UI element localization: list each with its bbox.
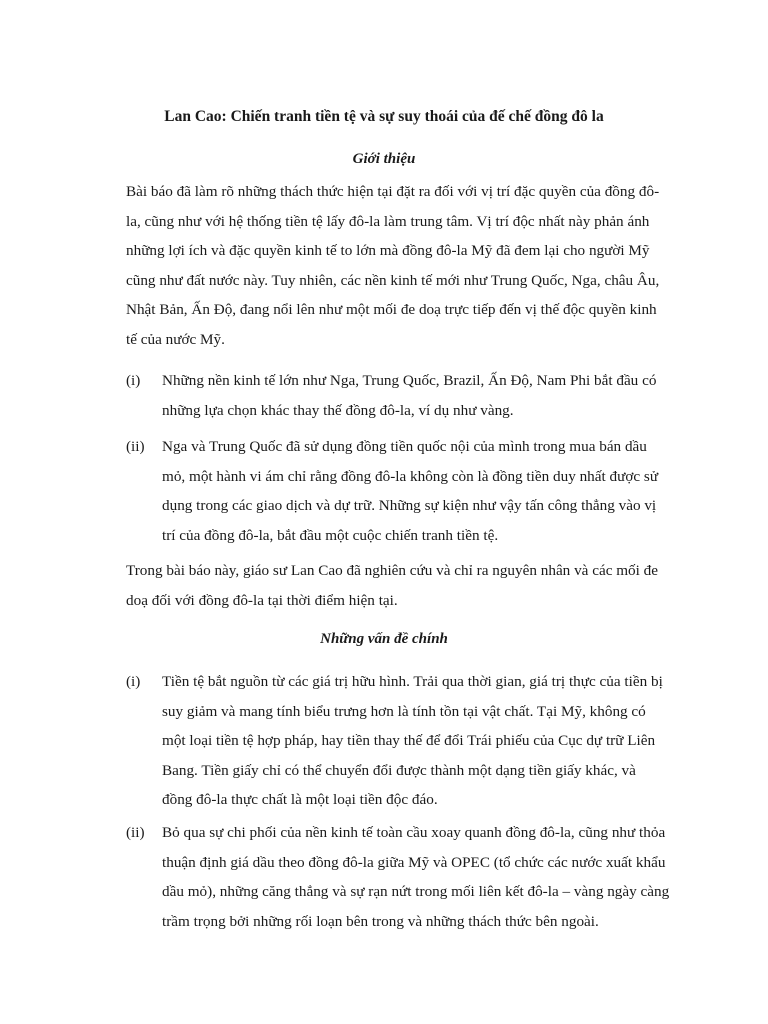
list-item-text: Nga và Trung Quốc đã sử dụng đồng tiền quốc nội của mình trong mua bán dầu mỏ, một hành vi ám chỉ rằng đồng đô-la không còn là đồng tiền duy nhất được sử dụng trong các giao dịch và dự trữ. Những sự kiện như vậy tấn công thẳng vào vị trí của đồng đô-la, bắt đầu một cuộc chiến tranh tiền tệ. bbox=[162, 438, 659, 544]
list-number: (ii) bbox=[126, 438, 145, 455]
list-number: (i) bbox=[126, 372, 141, 389]
list-item-text: Những nền kinh tế lớn như Nga, Trung Quốc, Brazil, Ấn Độ, Nam Phi bắt đầu có những lựa chọn khác thay thế đồng đô-la, ví dụ như vàng. bbox=[162, 372, 657, 419]
document-title: Lan Cao: Chiến tranh tiền tệ và sự suy thoái của đế chế đồng đô la bbox=[164, 108, 604, 125]
list-number: (ii) bbox=[126, 824, 145, 841]
list-item-text: Tiền tệ bắt nguồn từ các giá trị hữu hình. Trải qua thời gian, giá trị thực của tiền bị suy giảm và mang tính biểu trưng hơn là tính tồn tại vật chất. Tại Mỹ, không có một loại tiền tệ hợp pháp, hay tiền thay thế để đổi Trái phiếu của Cục dự trữ Liên Bang. Tiền giấy chỉ có thể chuyển đổi được thành một dạng tiền giấy khác, và đồng đô-la thực chất là một loại tiền độc đáo. bbox=[162, 673, 663, 808]
summary-paragraph: Trong bài báo này, giáo sư Lan Cao đã nghiên cứu và chỉ ra nguyên nhân và các mối đe doạ đối với đồng đô-la tại thời điểm hiện tại. bbox=[126, 562, 658, 609]
intro-paragraph: Bài báo đã làm rõ những thách thức hiện tại đặt ra đối với vị trí đặc quyền của đồng đô-la, cũng như với hệ thống tiền tệ lấy đô-la làm trung tâm. Vị trí độc nhất này phản ánh những lợi ích và đặc quyền kinh tế to lớn mà đồng đô-la Mỹ đã đem lại cho người Mỹ cũng như đất nước này. Tuy nhiên, các nền kinh tế mới như Trung Quốc, Nga, châu Âu, Nhật Bản, Ấn Độ, đang nổi lên như một mối đe doạ trực tiếp đến vị thế độc quyền kinh tế của nước Mỹ. bbox=[126, 183, 660, 348]
list-number: (i) bbox=[126, 673, 141, 690]
issues-heading: Những vấn đề chính bbox=[320, 631, 448, 647]
intro-heading: Giới thiệu bbox=[352, 151, 416, 167]
list-item-text: Bỏ qua sự chi phối của nền kinh tế toàn cầu xoay quanh đồng đô-la, cũng như thỏa thuận định giá dầu theo đồng đô-la giữa Mỹ và OPEC (tổ chức các nước xuất khẩu dầu mỏ), những căng thẳng và sự rạn nứt trong mối liên kết đô-la – vàng ngày càng trầm trọng bởi những rối loạn bên trong và những thách thức bên ngoài. bbox=[162, 824, 670, 930]
